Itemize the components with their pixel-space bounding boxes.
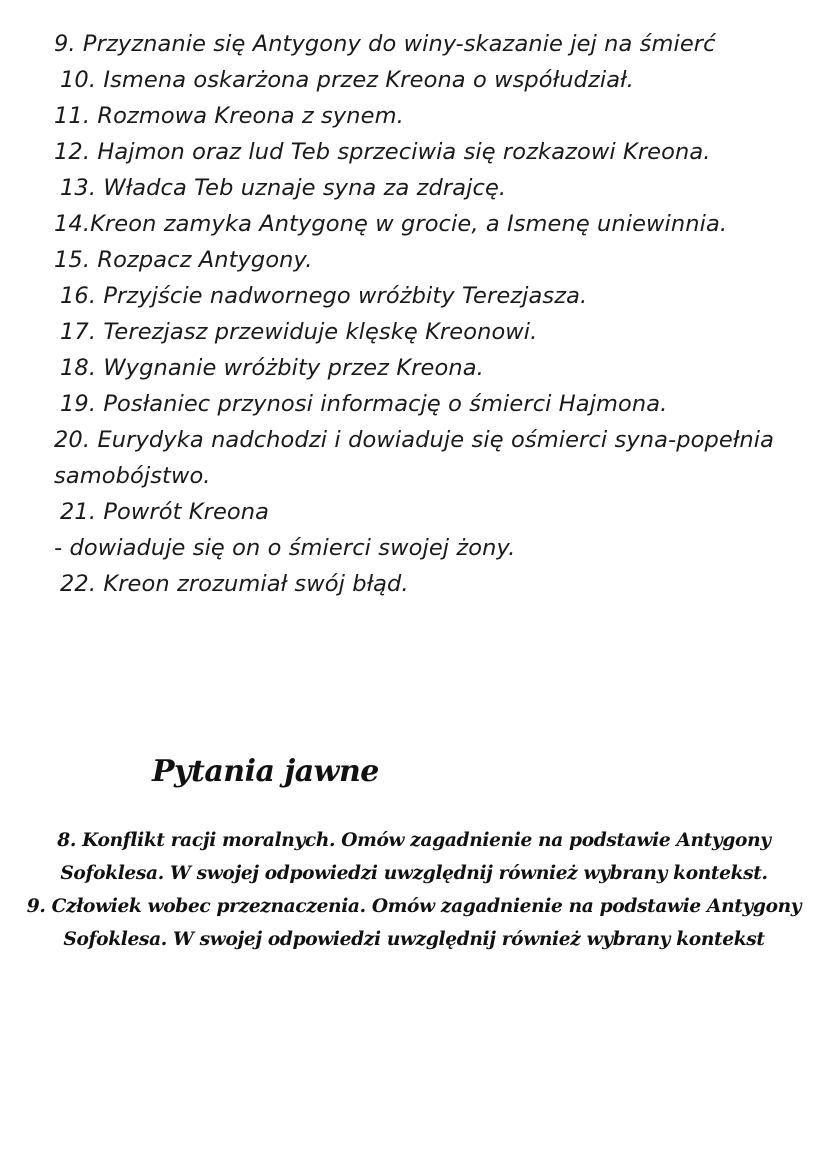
plan-item-18: 18. Wygnanie wróżbity przez Kreona. [60,355,484,381]
question-9-line-2: Sofoklesa. W swojej odpowiedzi uwzględnij również wybrany kontekst [63,929,765,950]
plan-item-21-continuation: - dowiaduje się on o śmierci swojej żony. [54,535,516,561]
plan-item-12: 12. Hajmon oraz lud Teb sprzeciwia się rozkazowi Kreona. [54,139,711,165]
section-heading: Pytania jawne [152,754,379,789]
plan-item-15: 15. Rozpacz Antygony. [54,247,313,273]
plan-item-19: 19. Posłaniec przynosi informację o śmierci Hajmona. [60,391,668,417]
plan-item-10: 10. Ismena oskarżona przez Kreona o współudział. [60,67,634,93]
plan-item-16: 16. Przyjście nadwornego wróżbity Terezjasza. [60,283,588,309]
plan-item-17: 17. Terezjasz przewiduje klęskę Kreonowi. [60,319,538,345]
plan-item-21: 21. Powrót Kreona [60,499,270,525]
plan-list [54,26,774,602]
plan-item-22: 22. Kreon zrozumiał swój błąd. [60,571,409,597]
question-9-line-1: 9. Człowiek wobec przeznaczenia. Omów zagadnienie na podstawie Antygony [26,896,802,917]
question-8-line-1: 8. Konflikt racji moralnych. Omów zagadnienie na podstawie Antygony [57,830,771,851]
plan-item-11: 11. Rozmowa Kreona z synem. [54,103,404,129]
plan-item-14: 14.Kreon zamyka Antygonę w grocie, a Ismenę uniewinnia. [54,211,728,237]
plan-item-9: 9. Przyznanie się Antygony do winy-skazanie jej na śmierć [54,31,716,57]
question-8-line-2: Sofoklesa. W swojej odpowiedzi uwzględnij również wybrany kontekst. [60,863,768,884]
questions-block [0,824,828,956]
plan-item-13: 13. Władca Teb uznaje syna za zdrajcę. [60,175,507,201]
plan-item-20: 20. Eurydyka nadchodzi i dowiaduje się ośmierci syna-popełnia samobójstwo. [54,427,774,489]
